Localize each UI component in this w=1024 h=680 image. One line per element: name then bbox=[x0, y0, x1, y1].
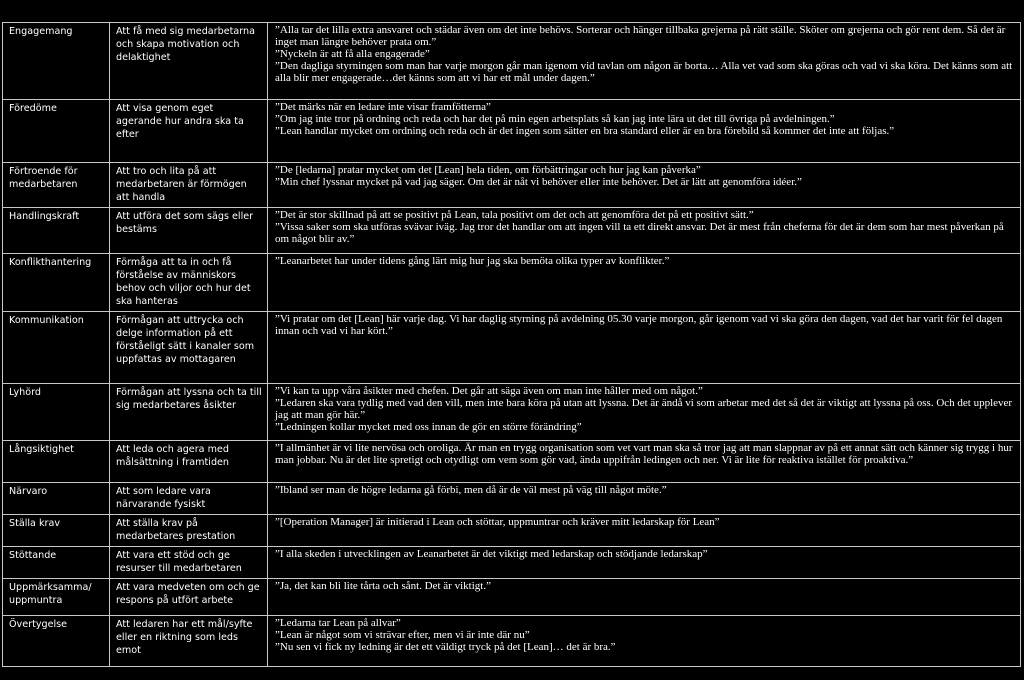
quotes-cell bbox=[268, 547, 1021, 579]
category-cell: Föredöme bbox=[3, 100, 110, 163]
category-cell: Ställa krav bbox=[3, 515, 110, 547]
leadership-table bbox=[2, 22, 1021, 667]
definition-cell: Att vara ett stöd och ge resurser till medarbetaren bbox=[110, 547, 268, 579]
quote-text: ”Min chef lyssnar mycket på vad jag säger. Om det är nåt vi behöver eller inte behöver. Det är lätt att genomföra idéer.” bbox=[275, 175, 802, 188]
quotes-cell bbox=[268, 163, 1021, 208]
table-row bbox=[3, 616, 1021, 667]
quote-text: ”Vissa saker som ska utföras svävar iväg. Jag tror det handlar om att ingen vill ta ett direkt ansvar. Det är mest från cheferna för det är dem som har mest påverkan på om något blir av.” bbox=[275, 220, 1004, 245]
quote-text: ”Vi kan ta upp våra åsikter med chefen. Det går att säga även om man inte håller med om något.” bbox=[275, 385, 703, 397]
quotes-cell bbox=[268, 254, 1021, 312]
category-cell: Övertygelse bbox=[3, 616, 110, 667]
definition-cell: Att ställa krav på medarbetares prestation bbox=[110, 515, 268, 547]
definition-cell: Att tro och lita på att medarbetaren är förmögen att handla bbox=[110, 163, 268, 208]
definition-cell: Förmåga att ta in och få förståelse av människors behov och viljor och hur det ska hanteras bbox=[110, 254, 268, 312]
quote-text: ”Lean handlar mycket om ordning och reda och är det ingen som sätter en bra standard eller är en bra förebild så kommer det inte att följas.” bbox=[275, 124, 895, 137]
category-cell: Förtroende för medarbetaren bbox=[3, 163, 110, 208]
table-row bbox=[3, 23, 1021, 100]
category-cell: Stöttande bbox=[3, 547, 110, 579]
category-cell: Engagemang bbox=[3, 23, 110, 100]
table-body bbox=[3, 23, 1021, 667]
quotes-cell bbox=[268, 483, 1021, 515]
definition-cell: Att leda och agera med målsättning i framtiden bbox=[110, 441, 268, 483]
quote-text: ”Vi pratar om det [Lean] här varje dag. Vi har daglig styrning på avdelning 05.30 varje morgon, går igenom vad vi ska göra den dagen, vad det har varit för fel dagen innan och vad vi har kört.” bbox=[275, 313, 1003, 337]
quote-text: ”Ledarna tar Lean på allvar” bbox=[275, 617, 401, 629]
definition-cell: Att som ledare vara närvarande fysiskt bbox=[110, 483, 268, 515]
quote-text: ”I alla skeden i utvecklingen av Leanarbetet är det viktigt med ledarskap och stödjande ledarskap” bbox=[275, 548, 708, 560]
quote-text: ”Nu sen vi fick ny ledning är det ett väldigt tryck på det [Lean]… det är bra.” bbox=[275, 640, 616, 653]
quote-text: ”Om jag inte tror på ordning och reda och har det på min egen arbetsplats så kan jag inte lära ut det till övriga på avdelningen.” bbox=[275, 112, 835, 125]
table-row bbox=[3, 208, 1021, 254]
category-cell: Närvaro bbox=[3, 483, 110, 515]
table-row bbox=[3, 483, 1021, 515]
quotes-cell bbox=[268, 384, 1021, 441]
category-cell: Uppmärksamma/ uppmuntra bbox=[3, 579, 110, 616]
table-row bbox=[3, 254, 1021, 312]
quote-text: ”Ledaren ska vara tydlig med vad den vill, men inte bara köra på utan att lyssna. Det är ändå vi som arbetar med det så det är viktigt att lyssna på oss. Och det upplever jag att man gör här.” bbox=[275, 396, 1013, 421]
top-band bbox=[0, 0, 1024, 22]
definition-cell: Att vara medveten om och ge respons på utfört arbete bbox=[110, 579, 268, 616]
category-cell: Kommunikation bbox=[3, 312, 110, 384]
table-row bbox=[3, 441, 1021, 483]
table-row bbox=[3, 100, 1021, 163]
quote-text: ”Ledningen kollar mycket med oss innan de gör en större förändring” bbox=[275, 420, 582, 433]
quote-text: ”Nyckeln är att få alla engagerade” bbox=[275, 47, 430, 60]
definition-cell: Att utföra det som sägs eller bestäms bbox=[110, 208, 268, 254]
definition-cell: Att få med sig medarbetarna och skapa motivation och delaktighet bbox=[110, 23, 268, 100]
quote-text: ”Ja, det kan bli lite tårta och sånt. Det är viktigt.” bbox=[275, 580, 491, 592]
quote-text: ”Lean är något som vi strävar efter, men vi är inte där nu” bbox=[275, 628, 530, 641]
quotes-cell bbox=[268, 100, 1021, 163]
quote-text: ”I allmänhet är vi lite nervösa och oroliga. Är man en trygg organisation som vet vart man ska så tror jag att man slappnar av på ett annat sätt och känner sig trygg i hur man jobbar. Nu är det lite spretigt och otydligt om vem som gör vad, ända uppifrån ledingen och ner. Vi är lite för reaktiva istället för proaktiva.” bbox=[275, 442, 1013, 466]
quote-text: ”[Operation Manager] är initierad i Lean och stöttar, uppmuntrar och kräver mitt ledarskap för Lean” bbox=[275, 516, 720, 528]
table-row bbox=[3, 547, 1021, 579]
definition-cell: Att visa genom eget agerande hur andra ska ta efter bbox=[110, 100, 268, 163]
category-cell: Konflikthantering bbox=[3, 254, 110, 312]
quote-text: ”Ibland ser man de högre ledarna gå förbi, men då är de väl mest på väg till något möte.” bbox=[275, 484, 667, 496]
table-row bbox=[3, 312, 1021, 384]
category-cell: Långsiktighet bbox=[3, 441, 110, 483]
quotes-cell bbox=[268, 616, 1021, 667]
quotes-cell bbox=[268, 23, 1021, 100]
quote-text: ”Det är stor skillnad på att se positivt på Lean, tala positivt om det och att genomföra det på ett positivt sätt.” bbox=[275, 209, 754, 221]
quote-text: ”Det märks när en ledare inte visar framfötterna” bbox=[275, 101, 491, 113]
definition-cell: Förmågan att lyssna och ta till sig medarbetares åsikter bbox=[110, 384, 268, 441]
definition-cell: Förmågan att uttrycka och delge information på ett förståeligt sätt i kanaler som uppfattas av mottagaren bbox=[110, 312, 268, 384]
quote-text: ”Alla tar det lilla extra ansvaret och städar även om det inte behövs. Sorterar och hänger tillbaka grejerna på rätt ställe. Sköter om grejerna och gör rent dem. Så det är inget man längre behöver prata om.” bbox=[275, 24, 1006, 48]
table-row bbox=[3, 515, 1021, 547]
quotes-cell bbox=[268, 441, 1021, 483]
table-row bbox=[3, 579, 1021, 616]
table-row bbox=[3, 384, 1021, 441]
quote-text: ”Den dagliga styrningen som man har varje morgon går man igenom vid tavlan om någon är borta… Alla vet vad som ska göras och vad vi ska köra. Det känns som att alla blir mer engagerade…det känns som att vi har ett mål under dagen.” bbox=[275, 59, 1013, 84]
quote-text: ”Leanarbetet har under tidens gång lärt mig hur jag ska bemöta olika typer av konflikter.” bbox=[275, 255, 670, 267]
table-row bbox=[3, 163, 1021, 208]
definition-cell: Att ledaren har ett mål/syfte eller en riktning som leds emot bbox=[110, 616, 268, 667]
category-cell: Handlingskraft bbox=[3, 208, 110, 254]
quotes-cell bbox=[268, 515, 1021, 547]
quote-text: ”De [ledarna] pratar mycket om det [Lean] hela tiden, om förbättringar och hur jag kan påverka” bbox=[275, 164, 701, 176]
quotes-cell bbox=[268, 312, 1021, 384]
category-cell: Lyhörd bbox=[3, 384, 110, 441]
quotes-cell bbox=[268, 579, 1021, 616]
quotes-cell bbox=[268, 208, 1021, 254]
